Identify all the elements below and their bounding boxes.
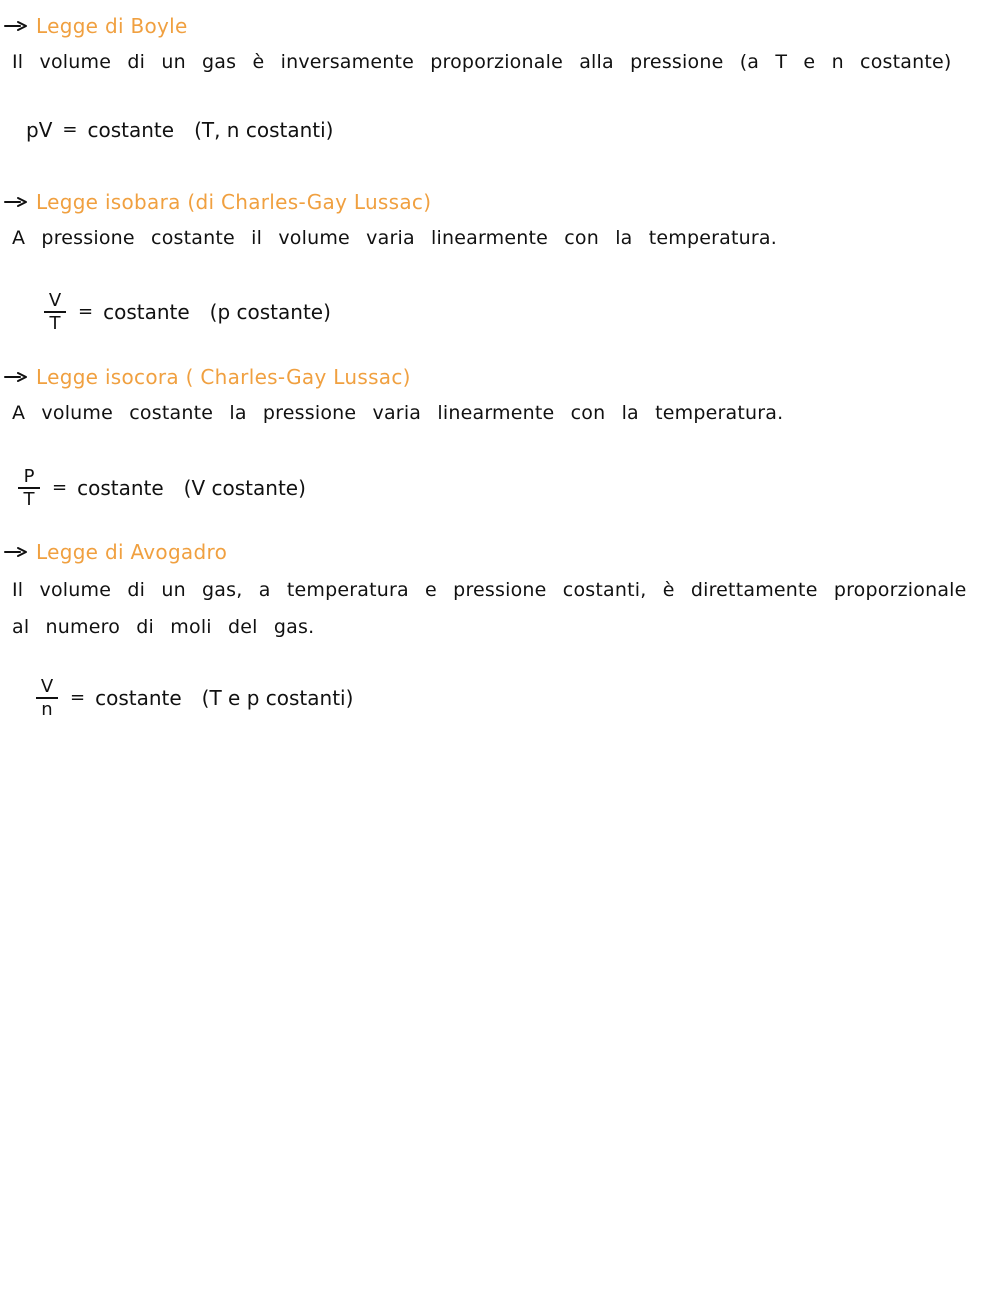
formula-condition: (T e p costanti) [201,686,354,711]
fraction-denominator: n [41,698,53,720]
heading-text: Legge isocora ( Charles-Gay Lussac) [36,365,411,389]
fraction [36,678,58,719]
formula [18,468,306,509]
heading-text: Legge isobara (di Charles-Gay Lussac) [36,190,432,214]
formula [36,678,353,719]
fraction-denominator: T [23,488,35,510]
section-heading [4,190,431,214]
formula-condition: (p costante) [209,300,331,325]
formula-rhs: costante [77,476,164,501]
formula-rhs: costante [103,300,190,325]
section-heading [4,365,411,389]
formula-condition: (V costante) [183,476,306,501]
fraction-denominator: T [49,312,61,334]
formula-equals: = [78,301,94,323]
heading-text: Legge di Avogadro [36,540,228,564]
section-heading [4,14,188,38]
fraction-numerator: P [23,466,35,487]
section-heading [4,540,227,564]
formula-lhs: pV [26,118,53,142]
body-text: Il volume di un gas è inversamente proporzionale alla pressione (a T e n costante) [12,51,952,73]
formula-equals: = [52,477,68,499]
formula-rhs: costante [95,686,182,711]
formula-rhs: costante [87,118,175,142]
fraction [18,468,40,509]
fraction-numerator: V [40,676,54,697]
body-text: A pressione costante il volume varia linearmente con la temperatura. [12,227,778,249]
arrow-icon [4,546,28,558]
formula [26,118,333,142]
fraction-numerator: V [48,290,62,311]
arrow-icon [4,20,28,32]
body-text: Il volume di un gas, a temperatura e pressione costanti, è direttamente proporzionale al numero di moli del gas. [12,579,967,638]
arrow-icon [4,371,28,383]
formula-equals: = [62,119,78,140]
formula-equals: = [70,687,86,709]
blank-page-area [0,740,1000,1294]
body-text: A volume costante la pressione varia linearmente con la temperatura. [12,402,784,424]
arrow-icon [4,196,28,208]
heading-text: Legge di Boyle [36,14,188,38]
formula [44,292,331,333]
fraction [44,292,66,333]
formula-condition: (T, n costanti) [194,118,334,142]
